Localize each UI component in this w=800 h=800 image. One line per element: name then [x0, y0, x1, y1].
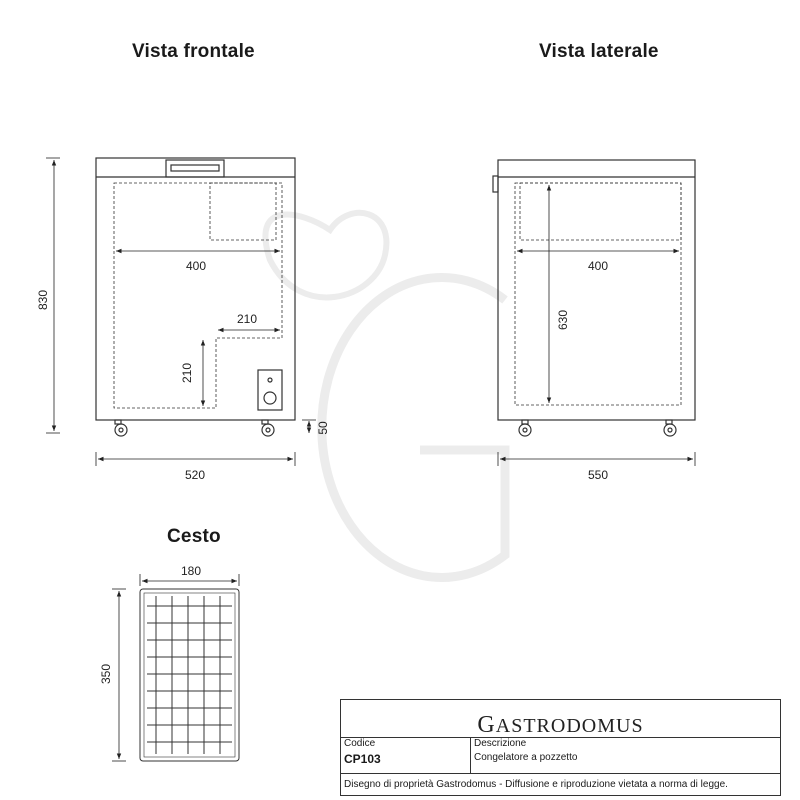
side-wheel-left [519, 420, 531, 436]
label-wheel-height: 50 [316, 421, 330, 435]
label-front-width: 520 [184, 468, 206, 482]
side-view [493, 160, 695, 436]
title-block-divider [470, 737, 471, 773]
front-wheel-right [262, 420, 274, 436]
front-wheel-left [115, 420, 127, 436]
basket-outline [140, 589, 239, 761]
basket-grid [147, 596, 232, 754]
control-indicator [268, 378, 272, 382]
watermark-logo [265, 213, 505, 578]
code-value: CP103 [344, 752, 381, 766]
label-side-width: 550 [587, 468, 609, 482]
side-view-title: Vista laterale [539, 41, 659, 62]
label-side-inner: 400 [587, 259, 609, 273]
label-front-height: 830 [36, 289, 50, 311]
front-view [96, 158, 295, 436]
code-label: Codice [344, 738, 376, 749]
front-view-title: Vista frontale [132, 41, 255, 62]
brand-initial: G [477, 712, 496, 738]
front-handle-inner [171, 165, 219, 171]
front-body [96, 158, 295, 420]
label-basket-height: 350 [99, 663, 113, 685]
label-side-height: 630 [556, 309, 570, 331]
label-front-step-w: 210 [236, 312, 258, 326]
basket-view [140, 589, 239, 761]
brand-rest: ASTRODOMUS [495, 715, 644, 737]
side-body [498, 160, 695, 420]
ownership-notice: Disegno di proprietà Gastrodomus - Diffusione e riproduzione vietata a norma di legge. [344, 779, 728, 790]
title-block [340, 699, 781, 796]
front-handle [166, 160, 224, 177]
label-front-inner: 400 [185, 259, 207, 273]
basket-view-title: Cesto [167, 526, 221, 547]
label-front-step-h: 210 [180, 362, 194, 384]
control-knob [264, 392, 276, 404]
description-label: Descrizione [474, 738, 527, 749]
side-hinge [493, 176, 498, 192]
side-wheel-right [664, 420, 676, 436]
front-inner-dashed [114, 183, 282, 408]
label-basket-width: 180 [180, 564, 202, 578]
title-block-rule [341, 773, 780, 774]
description-value: Congelatore a pozzetto [474, 752, 578, 763]
brand-logo [341, 700, 780, 738]
side-inner-dashed [515, 183, 681, 405]
side-top-compartment [520, 183, 681, 240]
